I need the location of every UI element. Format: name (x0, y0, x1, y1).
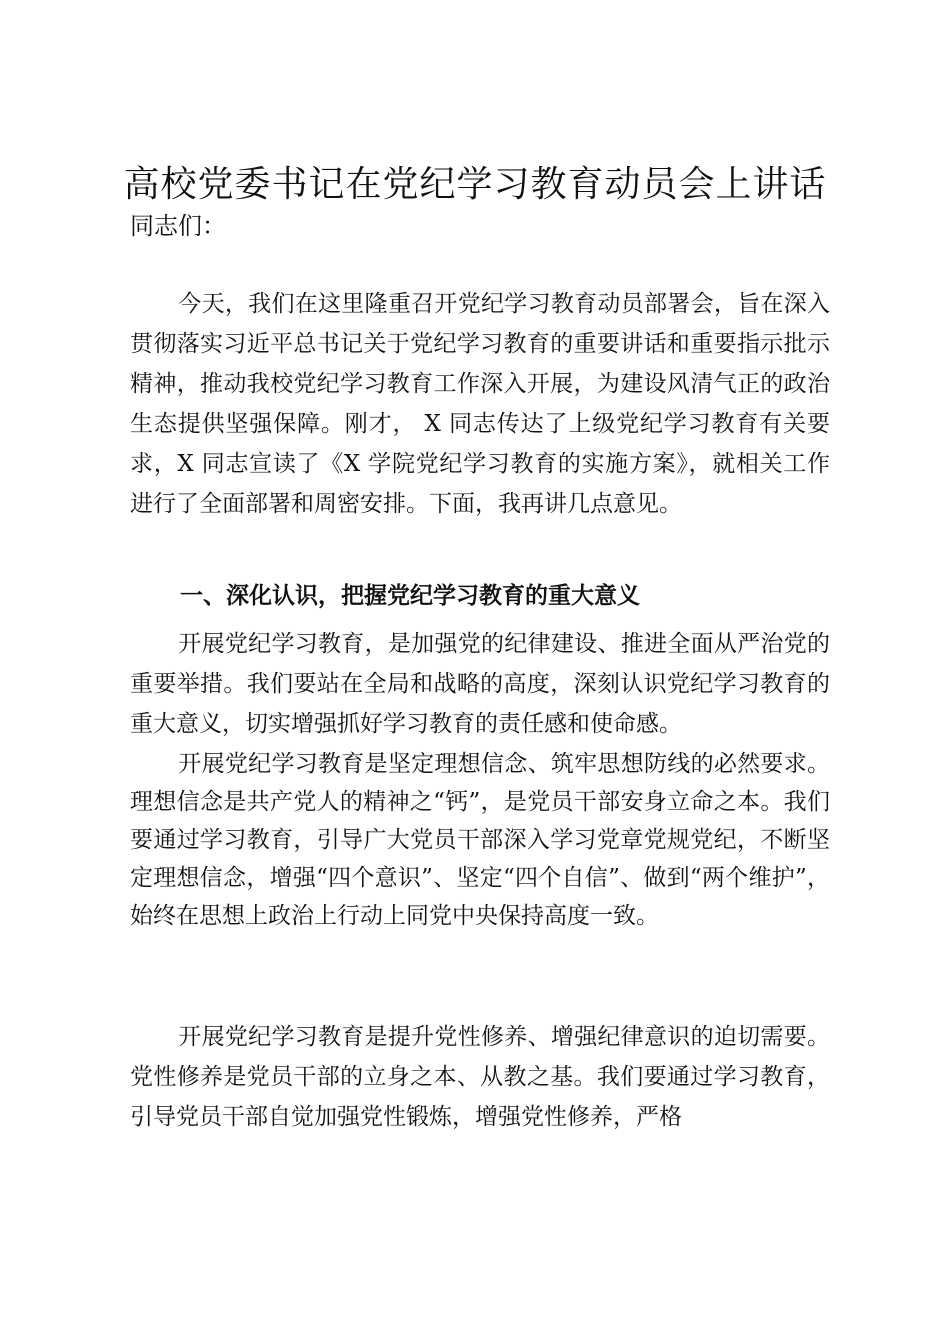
paragraph-significance: 开展党纪学习教育，是加强党的纪律建设、推进全面从严治党的重要举措。我们要站在全局和战略的高度，深刻认识党纪学习教育的重大意义，切实增强抓好学习教育的责任感和使命感。 (130, 631, 830, 737)
document-title: 高校党委书记在党纪学习教育动员会上讲话 (123, 164, 827, 205)
paragraph-ideals: 开展党纪学习教育是坚定理想信念、筑牢思想防线的必然要求。理想信念是共产党人的精神之“钙”，是党员干部安身立命之本。我们要通过学习教育，引导广大党员干部深入学习党章党规党纪，不断坚定理想信念，增强“四个意识”、坚定“四个自信”、做到“两个维护”，始终在思想上政治上行动上同党中央保持高度一致。 (130, 751, 830, 929)
section-heading: 一、深化认识，把握党纪学习教育的重大意义 (180, 583, 640, 609)
salutation: 同志们： (130, 212, 226, 240)
paragraph-party-spirit: 开展党纪学习教育是提升党性修养、增强纪律意识的迫切需要。党性修养是党员干部的立身之本、从教之基。我们要通过学习教育，引导党员干部自觉加强党性锻炼，增强党性修养，严格 (130, 1024, 830, 1130)
paragraph-opening: 今天，我们在这里隆重召开党纪学习教育动员部署会，旨在深入贯彻落实习近平总书记关于党纪学习教育的重要讲话和重要指示批示精神，推动我校党纪学习教育工作深入开展，为建设风清气正的政治生态提供坚强保障。刚才， X 同志传达了上级党纪学习教育有关要求，X 同志宣读了《X 学院党纪学习教育的实施方案》，就相关工作进行了全面部署和周密安排。下面，我再讲几点意见。 (130, 291, 830, 517)
